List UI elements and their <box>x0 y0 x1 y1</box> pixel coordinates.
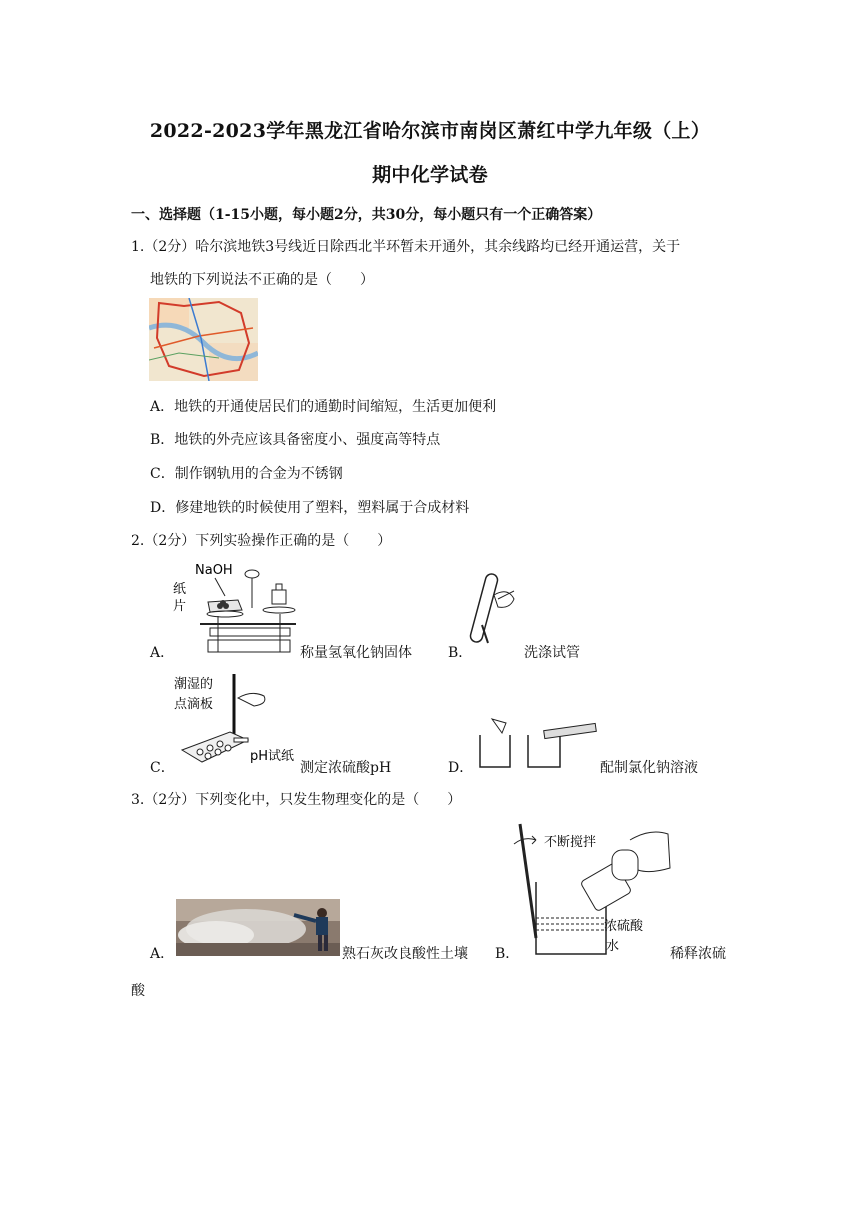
q2-d-beakers-figure <box>470 715 602 771</box>
q2-option-c-letter: C． <box>150 760 175 776</box>
q2-c-ph-test-figure <box>172 672 304 772</box>
q2-option-a-letter: A． <box>150 645 175 661</box>
q2-option-b-caption: 洗涤试管 <box>524 645 580 661</box>
q3-b-water-label: 水 <box>606 939 620 954</box>
q3-option-b-caption-part2: 酸 <box>131 983 145 999</box>
document-title-line2: 期中化学试卷 <box>372 164 488 186</box>
q2-stem: 2.（2分）下列实验操作正确的是（ ） <box>131 533 392 549</box>
q2-option-a-caption: 称量氢氧化钠固体 <box>300 645 412 661</box>
q2-a-paper-label-1: 纸 <box>173 582 187 597</box>
q2-option-b-letter: B． <box>448 645 473 661</box>
q3-b-acid-label: 浓硫酸 <box>604 919 644 934</box>
q2-c-label-line2: 点滴板 <box>174 697 214 712</box>
q3-b-stir-label: 不断搅拌 <box>544 835 597 850</box>
q3-a-lime-spreading-photo <box>176 899 340 956</box>
q2-c-ph-paper-label: pH试纸 <box>250 749 295 764</box>
q1-stem-line2: 地铁的下列说法不正确的是（ ） <box>150 272 374 288</box>
q2-a-naoh-label: NaOH <box>195 563 233 578</box>
q1-option-c: C．制作钢轨用的合金为不锈钢 <box>150 466 343 482</box>
section-heading: 一、选择题（1-15小题，每小题2分，共30分，每小题只有一个正确答案） <box>131 207 602 223</box>
q3-stem: 3.（2分）下列变化中，只发生物理变化的是（ ） <box>131 792 462 808</box>
document-title-line1: 2022-2023学年黑龙江省哈尔滨市南岗区萧红中学九年级（上） <box>149 120 711 142</box>
q2-option-d-caption: 配制氯化钠溶液 <box>600 760 698 776</box>
q1-stem-line1: 1.（2分）哈尔滨地铁3号线近日除西北半环暂未开通外，其余线路均已经开通运营，关于 <box>131 239 681 255</box>
q3-b-dilution-figure <box>510 818 674 960</box>
q2-a-balance-figure <box>170 558 300 658</box>
q1-metro-map-image <box>149 298 258 381</box>
q3-option-b-caption-part1: 稀释浓硫 <box>670 946 726 962</box>
q1-option-d: D．修建地铁的时候使用了塑料，塑料属于合成材料 <box>150 500 470 516</box>
q1-option-b: B．地铁的外壳应该具备密度小、强度高等特点 <box>150 432 441 448</box>
q2-option-d-letter: D． <box>448 760 474 776</box>
q1-option-a: A．地铁的开通使居民们的通勤时间缩短，生活更加便利 <box>150 399 497 415</box>
q3-option-a-letter: A． <box>150 946 175 962</box>
q2-option-c-caption: 测定浓硫酸pH <box>300 760 392 776</box>
q3-option-b-letter: B． <box>495 946 520 962</box>
q2-a-paper-label-2: 片 <box>173 599 187 614</box>
q3-option-a-caption: 熟石灰改良酸性土壤 <box>342 946 468 962</box>
q2-c-label-line1: 潮湿的 <box>174 677 214 692</box>
